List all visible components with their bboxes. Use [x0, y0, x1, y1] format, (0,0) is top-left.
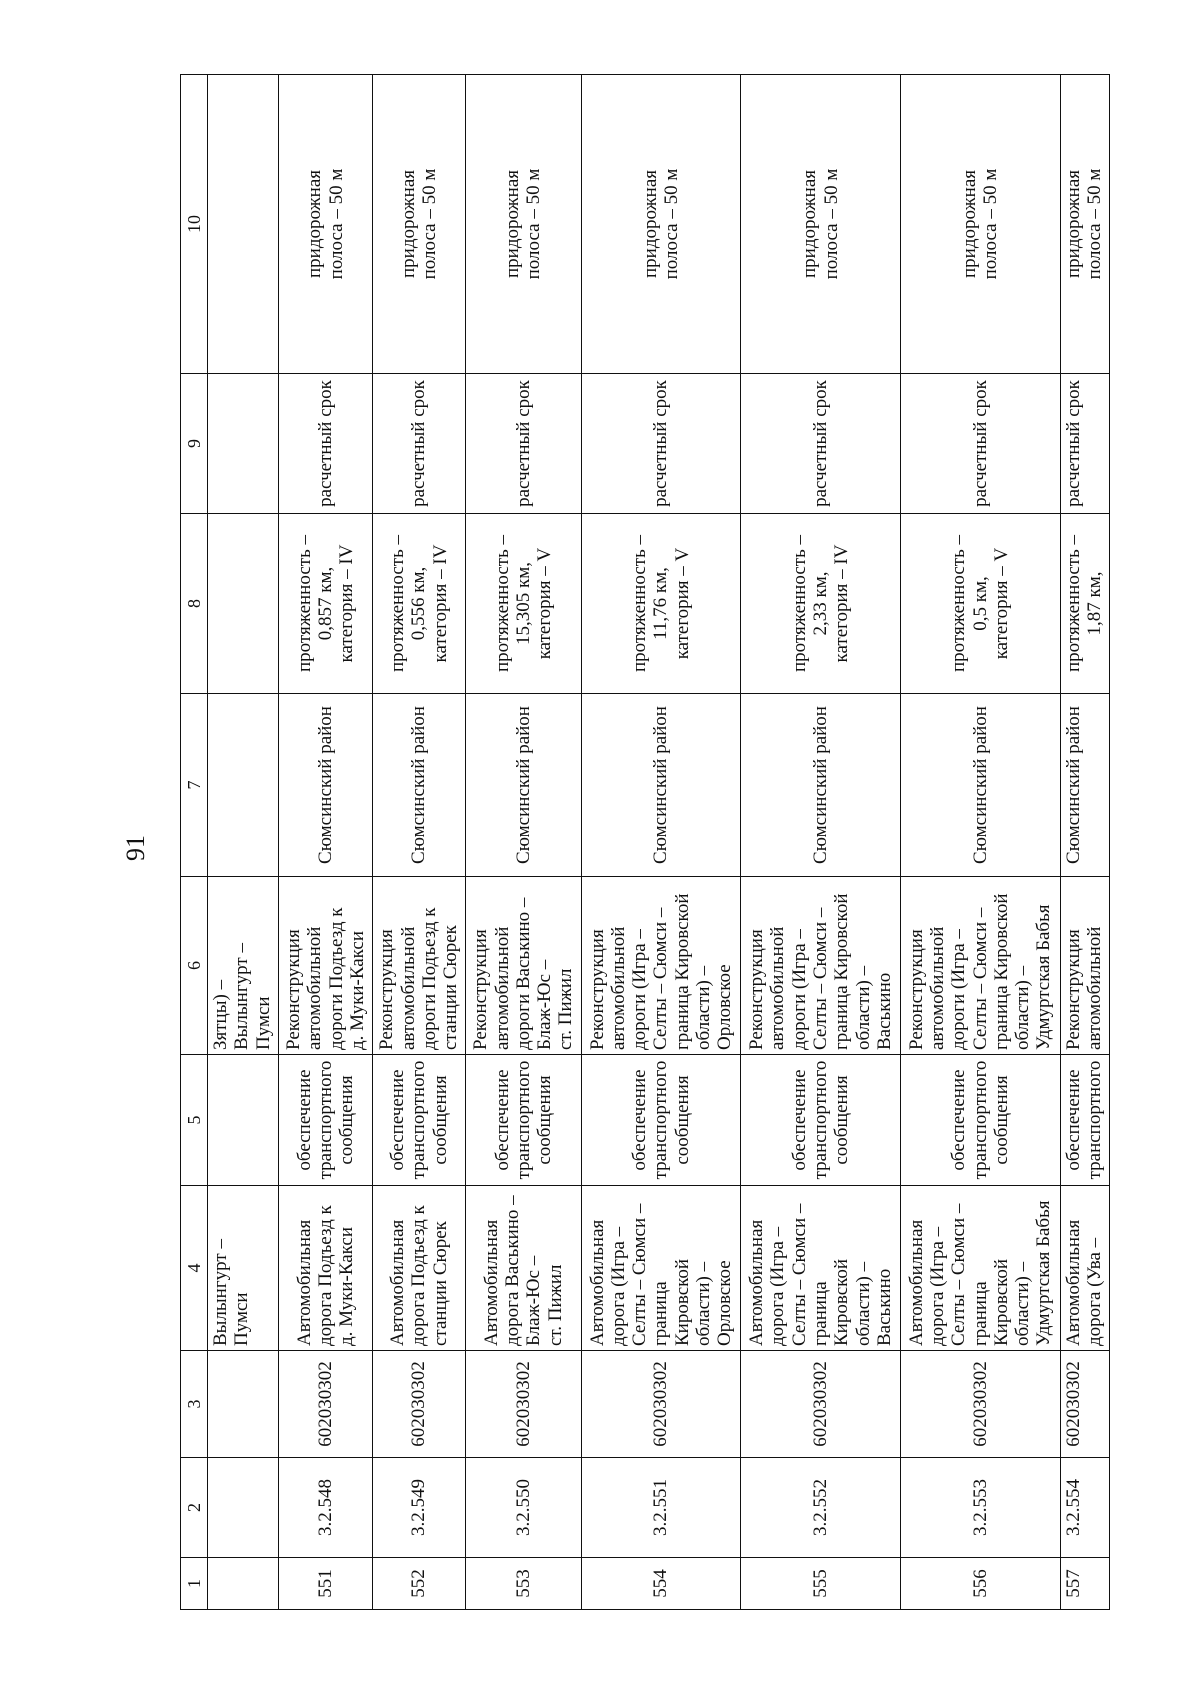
- header-cell: 10: [181, 75, 208, 374]
- table-cell-c1: 552: [372, 1558, 465, 1610]
- table-cell: [207, 1458, 278, 1558]
- table-cell-c4: Автомобильная дорога Васькино – Блаж-Юс – ст. Пижил: [466, 1186, 582, 1351]
- table-row: [1060, 75, 1109, 1610]
- table-cell: [207, 1055, 278, 1186]
- table-cell-c6: Реконструкция автомобильной дороги (Игра – Селты – Сюмси – граница Кировской области) – Орловское: [581, 877, 741, 1055]
- table-cell: [207, 1351, 278, 1458]
- table-cell: [207, 1558, 278, 1610]
- table-cell-c1: 553: [466, 1558, 582, 1610]
- header-cell: 1: [181, 1558, 208, 1610]
- table-cell-c6: Реконструкция автомобильной дороги (Игра – Селты – Сюмси – граница Кировской области) – Васькино: [741, 877, 901, 1055]
- table-cell: Зятцы) – Вылынгурт – Пумси: [207, 877, 278, 1055]
- table-cell-c8: протяженность – 0,5 км, категория – V: [900, 514, 1060, 694]
- table-cell-c4: Автомобильная дорога (Игра – Селты – Сюмси – граница Кировской области) – Удмуртская Бабья: [900, 1186, 1060, 1351]
- header-cell: 6: [181, 877, 208, 1055]
- table-cell-c6: Реконструкция автомобильной дороги Подъезд к д. Муки-Какси: [279, 877, 372, 1055]
- table-cell-c2: 3.2.550: [466, 1458, 582, 1558]
- header-cell: 2: [181, 1458, 208, 1558]
- table-cell-c6: Реконструкция автомобильной дороги Подъезд к станции Сюрек: [372, 877, 465, 1055]
- table-cell-c4: Автомобильная дорога Подъезд к д. Муки-Какси: [279, 1186, 372, 1351]
- table-cell: [207, 75, 278, 374]
- table-cell-c5: обеспечение транспортного сообщения: [900, 1055, 1060, 1186]
- table-cell-c10: придорожная полоса – 50 м: [581, 75, 741, 374]
- table-cell: Вылынгурт –Пумси: [207, 1186, 278, 1351]
- table-cell-c10: придорожная полоса – 50 м: [741, 75, 901, 374]
- header-cell: 8: [181, 514, 208, 694]
- table-cell-c10: придорожная полоса – 50 м: [900, 75, 1060, 374]
- table-cell-c8: протяженность – 11,76 км, категория – V: [581, 514, 741, 694]
- table-row: [372, 75, 465, 1610]
- table-cell-c10: придорожная полоса – 50 м: [372, 75, 465, 374]
- table-cell-c5: обеспечение транспортного сообщения: [466, 1055, 582, 1186]
- table-cell-c9: расчетный срок: [1060, 374, 1109, 514]
- table-cell-c6: Реконструкция автомобильной дороги (Игра – Селты – Сюмси – граница Кировской области) – Удмуртская Бабья: [900, 877, 1060, 1055]
- table-cell-c3: 602030302: [741, 1351, 901, 1458]
- data-table: [180, 74, 1110, 1610]
- table-cell-c7: Сюмсинский район: [466, 694, 582, 877]
- table-cell-c3: 602030302: [279, 1351, 372, 1458]
- header-cell: 5: [181, 1055, 208, 1186]
- table-cell-c9: расчетный срок: [900, 374, 1060, 514]
- header-cell: 3: [181, 1351, 208, 1458]
- table-cell-c5: обеспечение транспортного сообщения: [581, 1055, 741, 1186]
- table-cell-c2: 3.2.552: [741, 1458, 901, 1558]
- table-cell-c2: 3.2.553: [900, 1458, 1060, 1558]
- table-cell-c7: Сюмсинский район: [581, 694, 741, 877]
- table-row: [900, 75, 1060, 1610]
- table-cell: [207, 374, 278, 514]
- table-row: [279, 75, 372, 1610]
- table-cell-c7: Сюмсинский район: [1060, 694, 1109, 877]
- header-cell: 7: [181, 694, 208, 877]
- table-cell-c5: обеспечение транспортного сообщения: [372, 1055, 465, 1186]
- table-row: [466, 75, 582, 1610]
- table-cell-c1: 557: [1060, 1558, 1109, 1610]
- table-cell-c9: расчетный срок: [279, 374, 372, 514]
- table-cell-c3: 602030302: [581, 1351, 741, 1458]
- continuation-row: [207, 75, 278, 1610]
- table-cell-c1: 554: [581, 1558, 741, 1610]
- table-cell-c7: Сюмсинский район: [900, 694, 1060, 877]
- table-cell-c9: расчетный срок: [466, 374, 582, 514]
- table-cell-c2: 3.2.548: [279, 1458, 372, 1558]
- table-cell-c3: 602030302: [1060, 1351, 1109, 1458]
- table-cell-c2: 3.2.549: [372, 1458, 465, 1558]
- table-cell-c7: Сюмсинский район: [741, 694, 901, 877]
- header-row: [181, 75, 208, 1610]
- table-cell: [207, 694, 278, 877]
- table-cell-c4: Автомобильная дорога (Игра – Селты – Сюмси – граница Кировской области) – Васькино: [741, 1186, 901, 1351]
- table-cell: [207, 514, 278, 694]
- table-cell-c8: протяженность – 0,857 км, категория – IV: [279, 514, 372, 694]
- table-cell-c8: протяженность – 0,556 км, категория – IV: [372, 514, 465, 694]
- header-cell: 9: [181, 374, 208, 514]
- table-cell-c3: 602030302: [466, 1351, 582, 1458]
- table-cell-c10: придорожная полоса – 50 м: [279, 75, 372, 374]
- table-cell-c1: 551: [279, 1558, 372, 1610]
- table-cell-c2: 3.2.554: [1060, 1458, 1109, 1558]
- rotated-table-container: [180, 75, 1110, 1610]
- table-cell-c8: протяженность – 1,87 км,: [1060, 514, 1109, 694]
- table-cell-c5: обеспечение транспортного сообщения: [741, 1055, 901, 1186]
- table-cell-c9: расчетный срок: [581, 374, 741, 514]
- header-cell: 4: [181, 1186, 208, 1351]
- table-cell-c9: расчетный срок: [372, 374, 465, 514]
- table-cell-c1: 556: [900, 1558, 1060, 1610]
- table-cell-c4: Автомобильная дорога (Игра – Селты – Сюмси – граница Кировской области) – Орловское: [581, 1186, 741, 1351]
- table-cell-c2: 3.2.551: [581, 1458, 741, 1558]
- table-cell-c6: Реконструкция автомобильной дороги Васькино – Блаж-Юс – ст. Пижил: [466, 877, 582, 1055]
- table-cell-c10: придорожная полоса – 50 м: [466, 75, 582, 374]
- table-row: [581, 75, 741, 1610]
- table-cell-c8: протяженность – 15,305 км, категория – V: [466, 514, 582, 694]
- table-cell-c8: протяженность – 2,33 км, категория – IV: [741, 514, 901, 694]
- table-cell-c5: обеспечение транспортного: [1060, 1055, 1109, 1186]
- table-cell-c5: обеспечение транспортного сообщения: [279, 1055, 372, 1186]
- table-cell-c4: Автомобильная дорога (Ува –: [1060, 1186, 1109, 1351]
- table-row: [741, 75, 901, 1610]
- table-cell-c6: Реконструкция автомобильной: [1060, 877, 1109, 1055]
- table-cell-c3: 602030302: [900, 1351, 1060, 1458]
- table-cell-c10: придорожная полоса – 50 м: [1060, 75, 1109, 374]
- table-cell-c4: Автомобильная дорога Подъезд к станции Сюрек: [372, 1186, 465, 1351]
- table-cell-c3: 602030302: [372, 1351, 465, 1458]
- table-cell-c7: Сюмсинский район: [372, 694, 465, 877]
- table-cell-c1: 555: [741, 1558, 901, 1610]
- page-number: 91: [121, 835, 150, 861]
- table-cell-c9: расчетный срок: [741, 374, 901, 514]
- table-cell-c7: Сюмсинский район: [279, 694, 372, 877]
